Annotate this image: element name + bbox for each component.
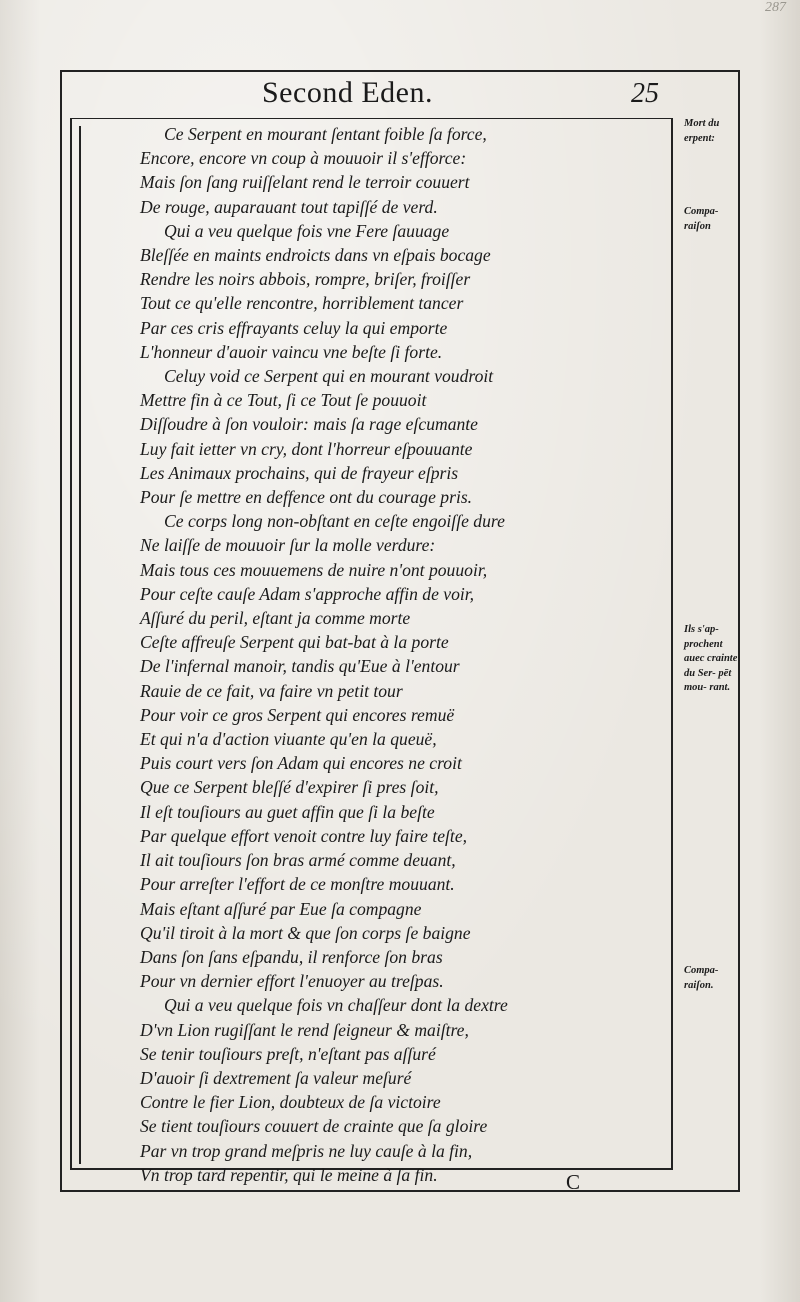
- poem-line: De rouge, auparauant tout tapiſſé de verd.: [140, 196, 438, 217]
- poem-line: Il ait touſiours ſon bras armé comme deuant,: [140, 850, 456, 871]
- poem-line: Que ce Serpent bleſſé d'expirer ſi pres ſoit,: [140, 777, 439, 798]
- poem-line: Les Animaux prochains, qui de frayeur eſpris: [140, 462, 459, 483]
- signature-mark: C: [566, 1170, 581, 1194]
- poem-line: Ce corps long non-obſtant en ceſte engoiſſe dure: [164, 511, 505, 532]
- poem-line: Tout ce qu'elle rencontre, horriblement tancer: [140, 293, 464, 314]
- poem-line: Ne laiſſe de mouuoir ſur la molle verdure:: [140, 535, 436, 556]
- poem-line: Puis court vers ſon Adam qui encores ne croit: [140, 753, 462, 774]
- poem-line: Dans ſon ſans eſpandu, il renforce ſon bras: [140, 946, 443, 967]
- poem-line: Rendre les noirs abbois, rompre, briſer, froiſſer: [140, 269, 471, 290]
- poem-line: Ce Serpent en mourant ſentant foible ſa force,: [164, 124, 487, 144]
- poem-line: Pour vn dernier effort l'enuoyer au treſpas.: [140, 971, 444, 992]
- poem-line: Pour voir ce gros Serpent qui encores remuë: [140, 704, 455, 725]
- poem-line: Pour arreſter l'effort de ce monſtre mouuant.: [140, 874, 455, 895]
- poem-line: Luy fait ietter vn cry, dont l'horreur eſpouuante: [140, 438, 473, 459]
- poem-line: Qu'il tiroit à la mort & que ſon corps ſe baigne: [140, 922, 471, 943]
- poem-line: Aſſuré du peril, eſtant ja comme morte: [140, 608, 411, 629]
- poem-line: D'vn Lion rugiſſant le rend ſeigneur & maiſtre,: [140, 1019, 469, 1040]
- poem-line: Rauie de ce fait, va faire vn petit tour: [140, 680, 403, 701]
- poem-line: Mais eſtant aſſuré par Eue ſa compagne: [140, 898, 422, 919]
- poem-line: Encore, encore vn coup à mouuoir il s'efforce:: [140, 148, 467, 169]
- margin-note: Ils s'ap- prochent auec crainte du Ser- pēt mou- rant.: [684, 624, 738, 693]
- poem-line: Par quelque effort venoit contre luy faire teſte,: [140, 825, 468, 846]
- poem-line: Bleſſée en maints endroicts dans vn eſpais bocage: [140, 245, 491, 266]
- margin-note: Compa- raiſon.: [684, 965, 719, 991]
- poem-line: Diſſoudre à ſon vouloir: mais ſa rage eſcumante: [140, 414, 478, 435]
- poem-line: L'honneur d'auoir vaincu vne beſte ſi forte.: [140, 341, 443, 362]
- page-number: 25: [631, 78, 659, 109]
- poem-line: Mettre fin à ce Tout, ſi ce Tout ſe pouuoit: [140, 390, 427, 411]
- poem-line: D'auoir ſi dextrement ſa valeur meſuré: [140, 1067, 412, 1088]
- poem-line: Par ces cris effrayants celuy la qui emporte: [140, 317, 448, 338]
- poem-line: Contre le fier Lion, doubteux de ſa victoire: [140, 1092, 441, 1113]
- poem-line: De l'infernal manoir, tandis qu'Eue à l'entour: [140, 656, 460, 677]
- poem-line: Ceſte affreuſe Serpent qui bat-bat à la porte: [140, 632, 449, 653]
- poem-line: Pour ſe mettre en deffence ont du courage pris.: [140, 487, 473, 508]
- margin-note: Compa- raiſon: [684, 206, 719, 232]
- poem-line: Se tient touſiours couuert de crainte que ſa gloire: [140, 1116, 488, 1137]
- poem-line: Par vn trop grand meſpris ne luy cauſe à la fin,: [140, 1140, 473, 1161]
- poem-line: Se tenir touſiours preſt, n'eſtant pas aſſuré: [140, 1043, 436, 1064]
- poem-text: [140, 122, 670, 1187]
- inner-rule-line: [79, 126, 81, 1164]
- margin-note: Mort du erpent:: [684, 118, 720, 144]
- poem-line: Qui a veu quelque fois vne Fere ſauuage: [164, 220, 450, 241]
- poem-line: Qui a veu quelque fois vn chaſſeur dont la dextre: [164, 995, 508, 1016]
- corner-folio-mark: 287: [765, 0, 786, 15]
- poem-line: Mais tous ces mouuemens de nuire n'ont pouuoir,: [140, 559, 488, 580]
- poem-line: Il eſt touſiours au guet affin que ſi la beſte: [140, 801, 435, 822]
- poem-line: Vn trop tard repentir, qui le meine à ſa fin.: [140, 1164, 438, 1185]
- poem-line: Mais ſon ſang ruiſſelant rend le terroir couuert: [140, 172, 470, 193]
- poem-line: Et qui n'a d'action viuante qu'en la queuë,: [140, 729, 437, 750]
- poem-line: Celuy void ce Serpent qui en mourant voudroit: [164, 366, 494, 387]
- poem-line: Pour ceſte cauſe Adam s'approche affin de voir,: [140, 583, 475, 604]
- running-title: Second Eden.: [262, 76, 433, 109]
